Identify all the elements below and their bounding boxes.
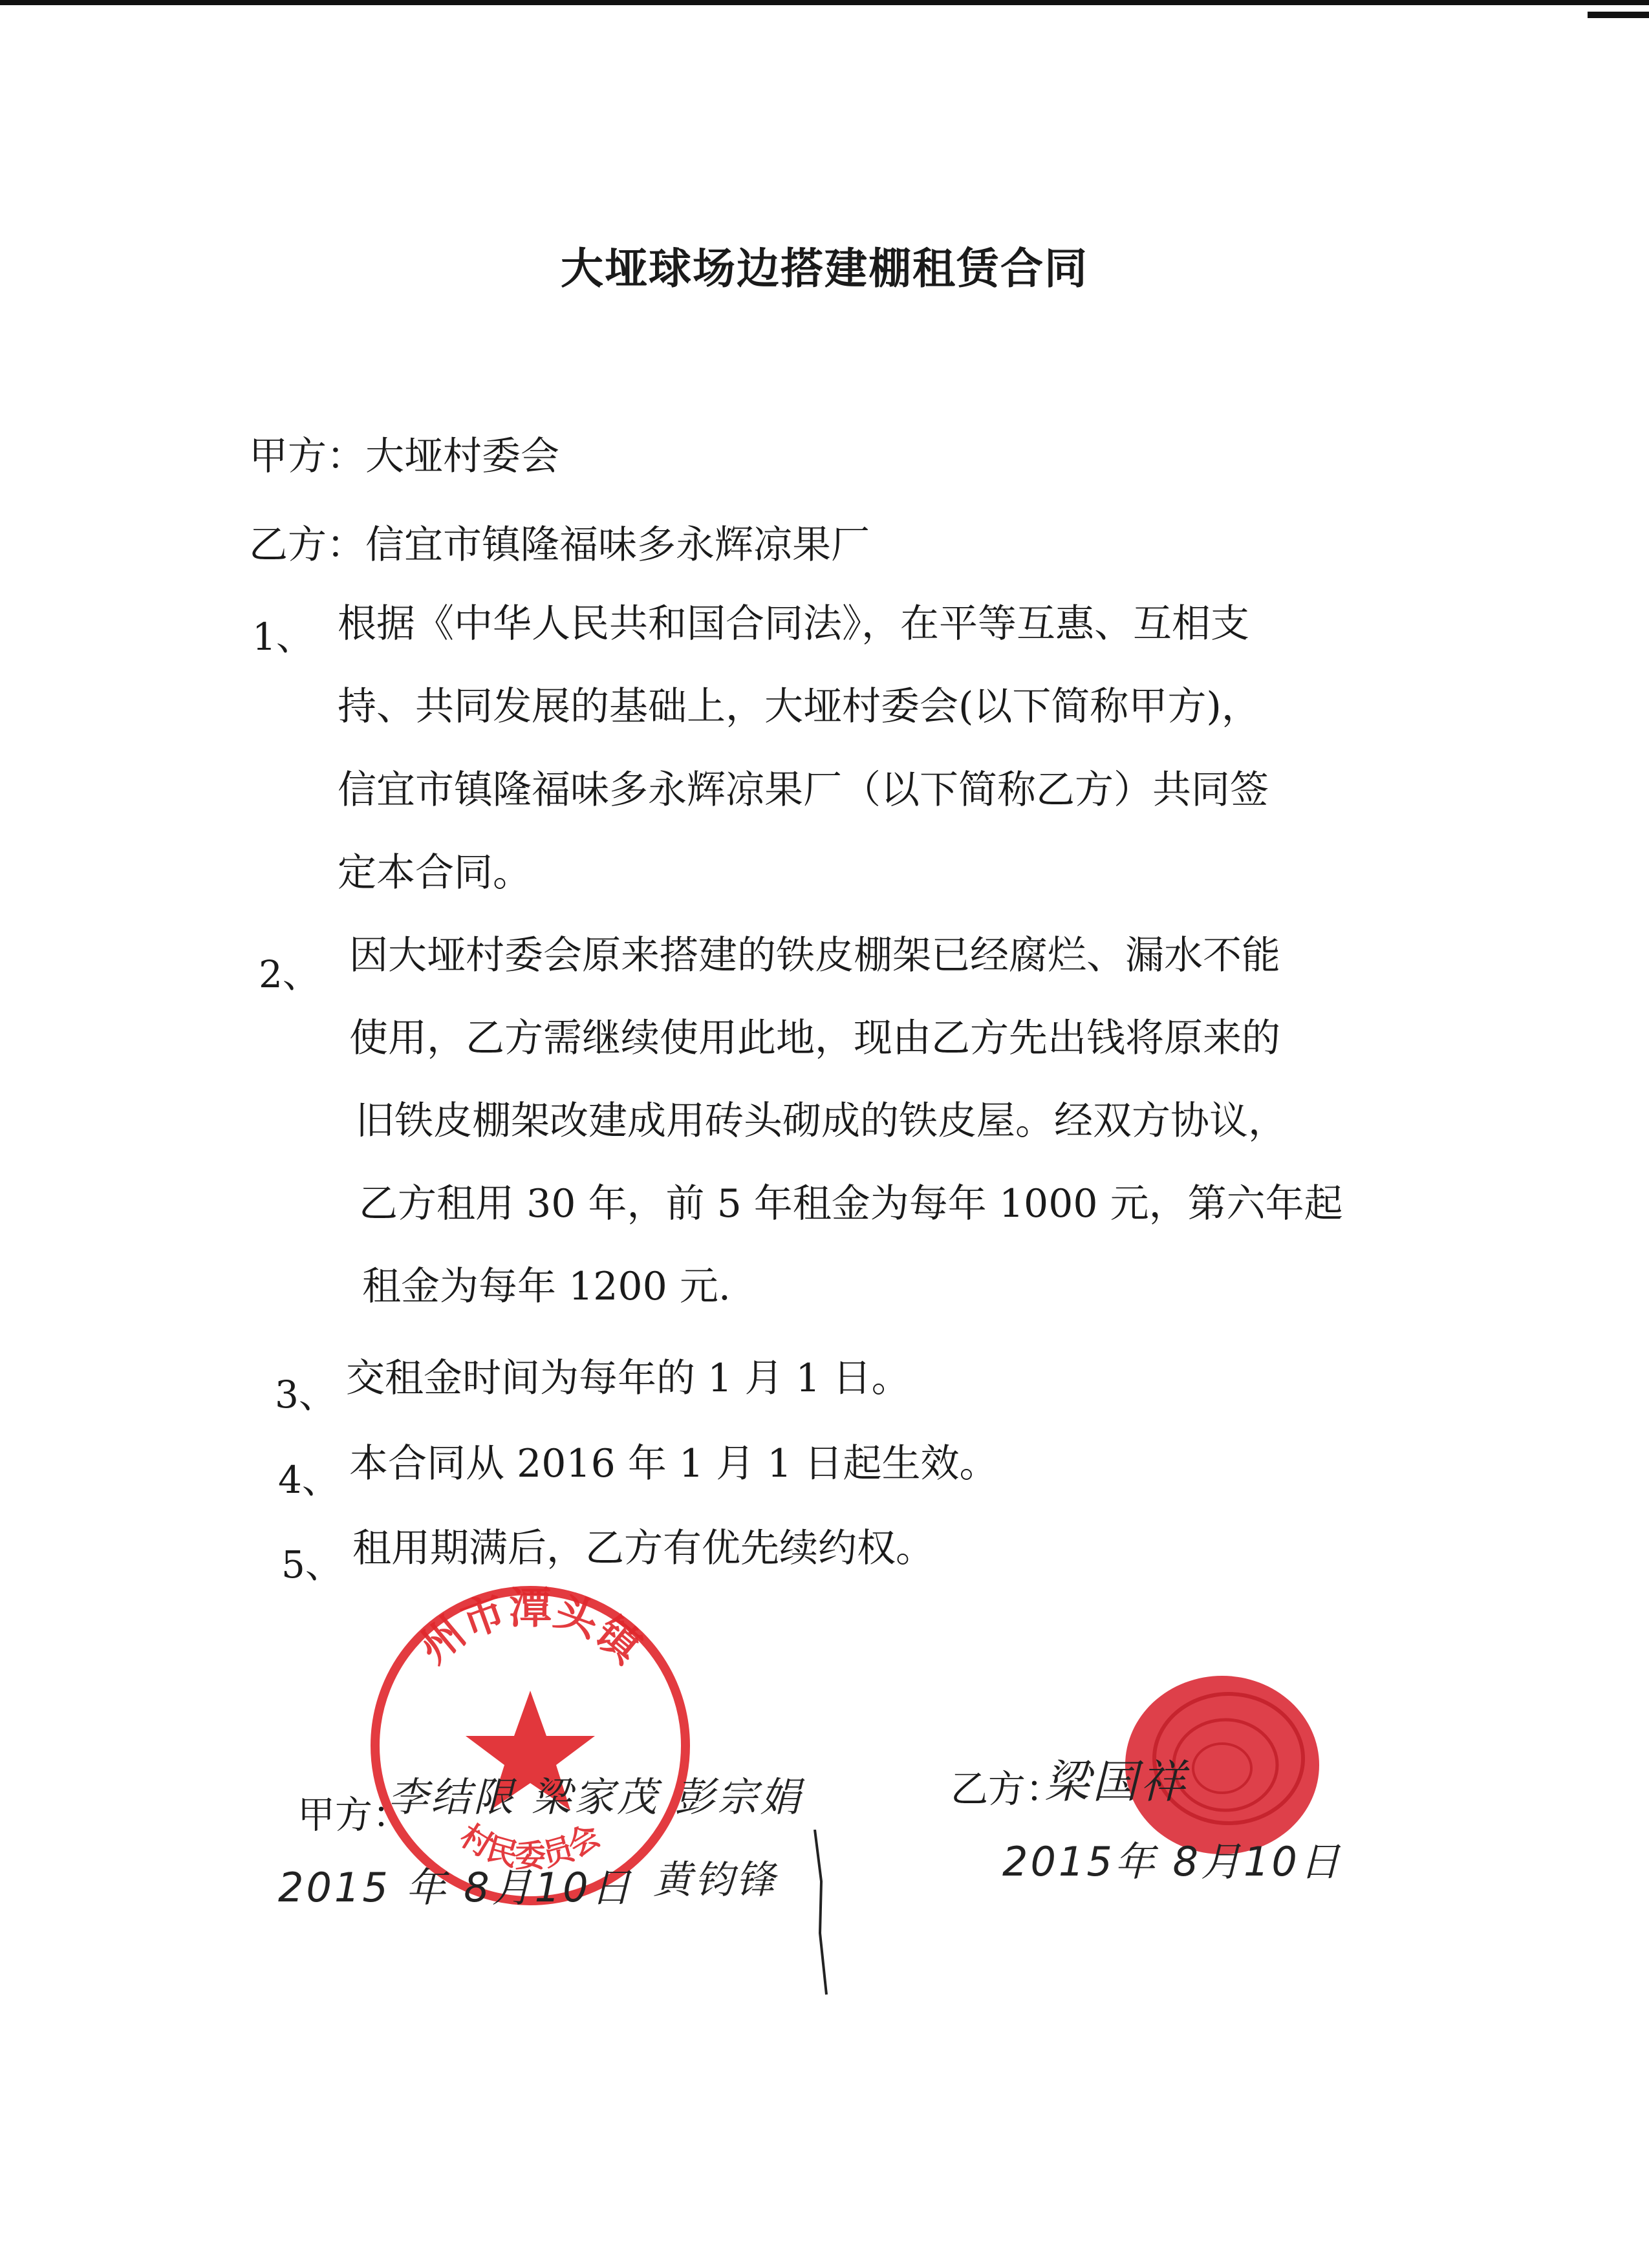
- party-a-signatures: 李结限 梁家茂 彭宗娟: [388, 1773, 803, 1821]
- clause-5-line-1: 租用期满后，乙方有优先续约权。: [352, 1526, 934, 1571]
- scan-edge-corner: [1588, 12, 1649, 18]
- clause-1-line-2: 持、共同发展的基础上，大垭村委会(以下简称甲方)，: [338, 684, 1260, 729]
- clause-4-number: 4、: [278, 1458, 339, 1502]
- signature-stroke: [802, 1830, 841, 1998]
- party-b-signature: 梁国祥: [1044, 1755, 1188, 1808]
- stamp-text-bottom: 村民委员会: [453, 1817, 607, 1874]
- party-b-line: 乙方：信宜市镇隆福味多永辉凉果厂: [249, 522, 870, 568]
- clause-2-line-1: 因大垭村委会原来搭建的铁皮棚架已经腐烂、漏水不能: [349, 933, 1280, 978]
- clause-3-number: 3、: [275, 1373, 336, 1417]
- clause-1-line-1: 根据《中华人民共和国合同法》，在平等互惠、互相支: [338, 601, 1249, 647]
- party-a-sign-label: 甲方：: [297, 1793, 411, 1837]
- clause-1-line-3: 信宜市镇隆福味多永辉凉果厂（以下简称乙方）共同签: [338, 767, 1269, 813]
- document-title: 大垭球场边搭建棚租赁合同: [561, 243, 1088, 294]
- clause-3-line-1: 交租金时间为每年的 1 月 1 日。: [346, 1356, 911, 1401]
- party-a-signature-extra: 黄钧锋: [653, 1857, 777, 1903]
- clause-5-number: 5、: [281, 1543, 343, 1587]
- party-a-date: 2015 年 8月10日: [278, 1864, 634, 1911]
- clause-2-number: 2、: [259, 952, 320, 996]
- party-b-date: 2015年 8月10日: [1002, 1838, 1342, 1885]
- clause-2-line-5: 租金为每年 1200 元.: [362, 1264, 731, 1309]
- clause-1-line-4: 定本合同。: [338, 850, 532, 895]
- scan-edge-top: [0, 0, 1649, 5]
- clause-2-line-4: 乙方租用 30 年，前 5 年租金为每年 1000 元，第六年起: [359, 1181, 1343, 1226]
- party-b-sign-label: 乙方：: [951, 1767, 1064, 1811]
- clause-2-line-2: 使用，乙方需继续使用此地，现由乙方先出钱将原来的: [349, 1016, 1280, 1061]
- clause-2-line-3: 旧铁皮棚架改建成用砖头砌成的铁皮屋。经双方协议，: [356, 1098, 1287, 1144]
- stamp-text-top: 州市潭头镇: [409, 1583, 651, 1673]
- party-a-line: 甲方：大垭村委会: [249, 434, 559, 479]
- clause-1-number: 1、: [252, 615, 314, 659]
- clause-4-line-1: 本合同从 2016 年 1 月 1 日起生效。: [349, 1441, 998, 1486]
